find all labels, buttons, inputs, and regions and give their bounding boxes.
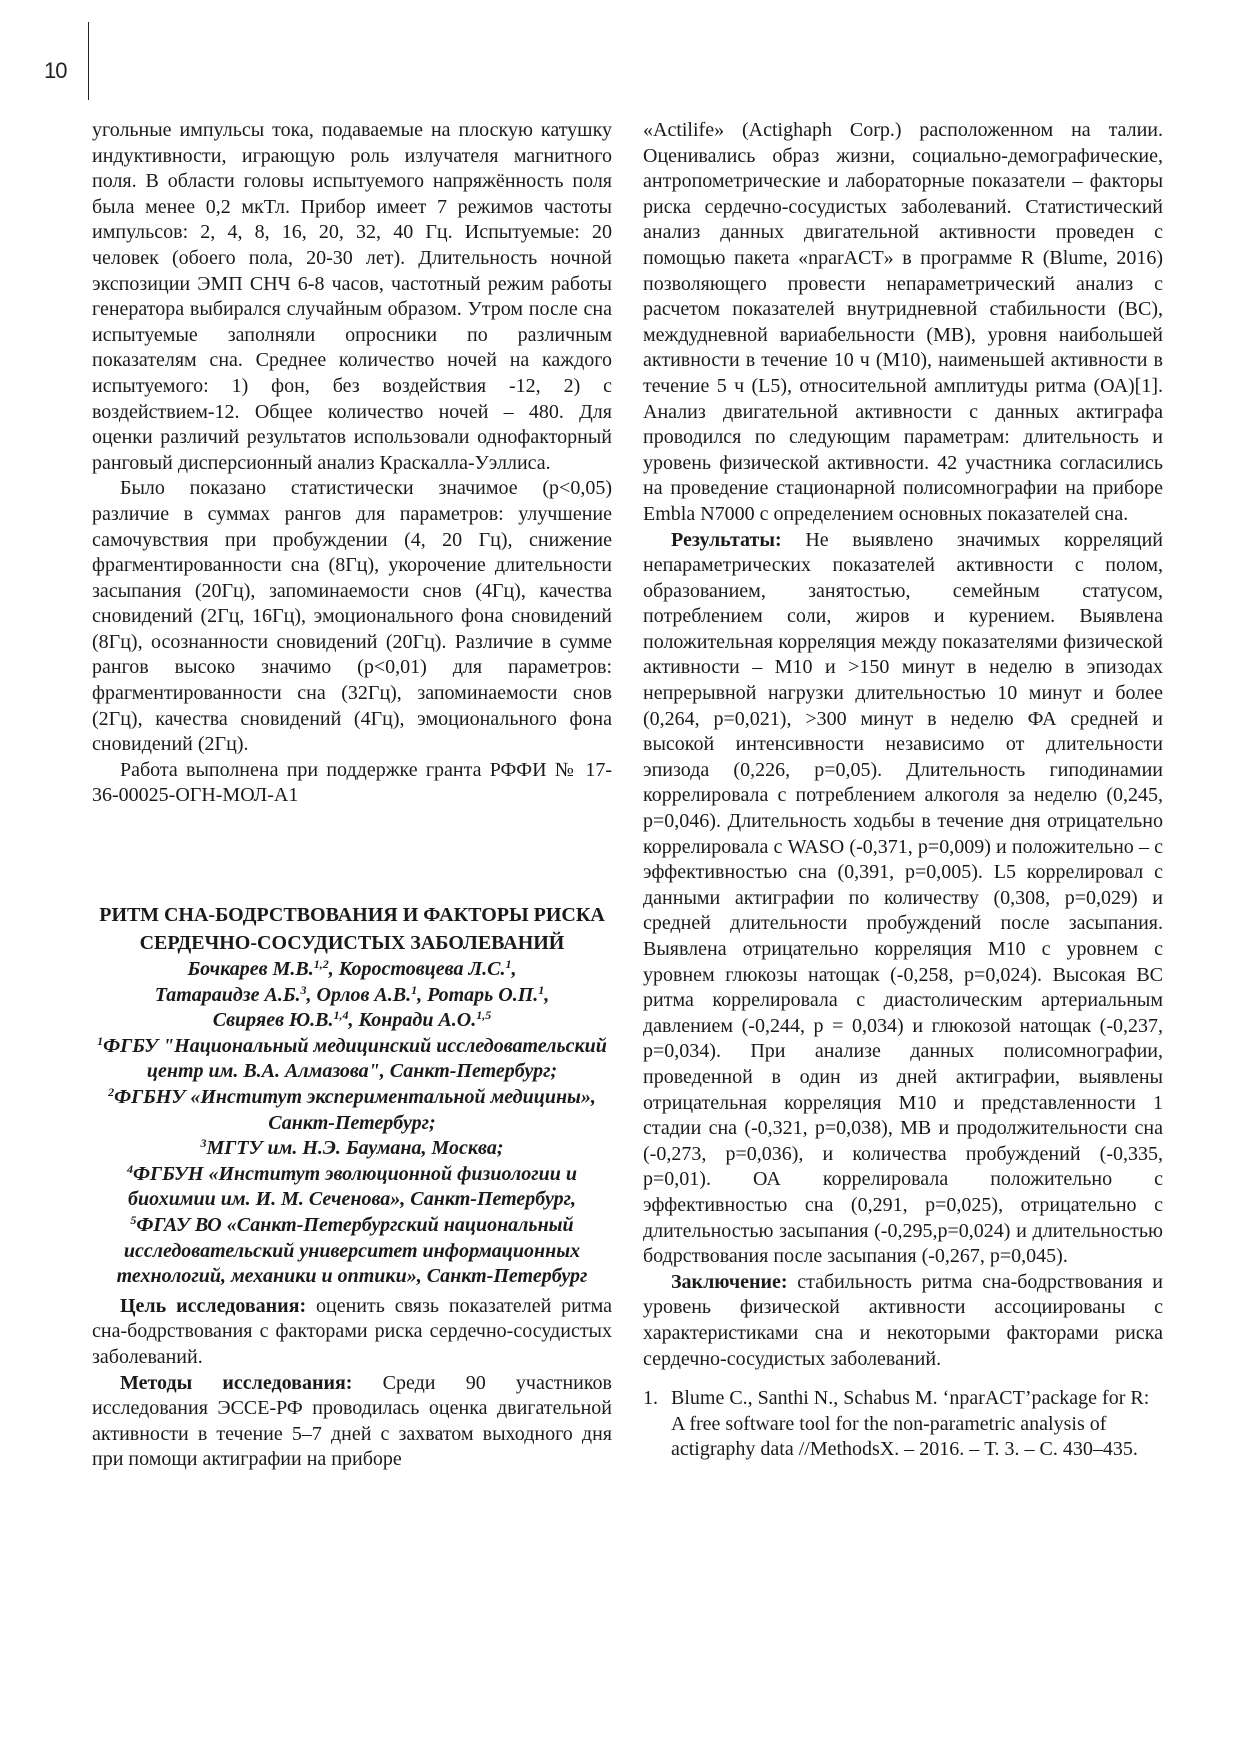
author: Коростовцева Л.С.$^1$, xyxy=(338,957,517,981)
article-title: РИТМ СНА-БОДРСТВОВАНИЯ И ФАКТОРЫ РИСКА СЕРДЕЧНО-СОСУДИСТЫХ ЗАБОЛЕВАНИЙ xyxy=(99,904,605,955)
right-column xyxy=(643,118,1163,1463)
body-paragraph: угольные импульсы тока, подаваемые на плоскую катушку индуктивности, играющую роль излучателя магнитного поля. В области головы испытуемого напряжённость поля была менее 0,2 мкТл. Прибор имеет 7 режимов частоты импульсов: 2, 4, 8, 16, 20, 32, 40 Гц. Испытуемые: 20 человек (обоего пола, 20-30 лет). Длительность ночной экспозиции ЭМП СНЧ 6-8 часов, частотный режим работы генератора выбирался случайным образом. Утром после сна испытуемые заполняли опросники по различным показателям сна. Среднее количество ночей на каждого испытуемого: 1) фон, без воздействия -12, 2) с воздействием-12. Общее количество ночей – 480. Для оценки различий результатов использовали однофакторный ранговый дисперсионный анализ Краскалла-Уэллиса. xyxy=(92,119,612,474)
results-paragraph: Результаты: Не выявлено значимых корреляций непараметрических показателей активности с полом, образованием, занятостью, семейным статусом, потреблением соли, жиров и курением. Выявлена положительная корреляция между показателями физической активности – М10 и >150 минут в неделю в эпизодах непрерывной нагрузки длительностью 10 минут и более (0,264, p=0,021), >300 минут в неделю ФА средней и высокой интенсивности независимо от длительности эпизода (0,226, p=0,05). Длительность гиподинамии коррелировала с потреблением алкоголя за неделю (0,245, p=0,046). Длительность ходьбы в течение дня отрицательно коррелировала с WASO (-0,371, p=0,009) и положительно – с эффективностью сна (0,391, p=0,005). L5 коррелировал с данными актиграфии по количеству (0,308, p=0,029) и средней длительности пробуждений после засыпания. Выявлена отрицательно корреляция М10 с уровнем с уровнем глюкозы натощак (-0,258, p=0,024). Высокая ВС ритма коррелировала с диастолическим артериальным давлением (-0,244, p = 0,034) и глюкозой натощак (-0,237, p=0,034). При анализе данных полисомнографии, проведенной в один из дней актиграфии, выявлены отрицательная корреляция М10 и представленности 1 стадии сна (-0,321, p=0,038), МВ и продолжительности сна (-0,273, p=0,036), и количества пробуждений (-0,335, p=0,01). ОА коррелировала положительно с эффективностью сна (0,291, p=0,025), отрицательно с длительностью засыпания (-0,295,p=0,024) и длительностью бодрствования после засыпания (-0,267, p=0,045). xyxy=(643,528,1163,1268)
header-divider xyxy=(88,22,89,100)
author: Бочкарев М.В.$^{1,2}$, xyxy=(187,957,339,981)
left-column xyxy=(92,118,612,1473)
author: Татараидзе А.Б.$^3$, xyxy=(154,982,317,1006)
affiliation-list xyxy=(92,1034,612,1290)
author: Орлов А.В.$^1$, xyxy=(316,982,428,1006)
reference-number: 1. xyxy=(643,1387,658,1410)
page-number: 10 xyxy=(44,58,67,83)
acknowledgement: Работа выполнена при поддержке гранта РФФИ № 17-36-00025-ОГН-МОЛ-А1 xyxy=(92,758,612,807)
author: Ротарь О.П.$^1$, xyxy=(427,982,550,1006)
methods-paragraph: Методы исследования: Среди 90 участников исследования ЭССЕ-РФ проводилась оценка двигательной активности в течение 5–7 дней с захватом выходного дня при помощи актиграфии на приборе xyxy=(92,1371,613,1471)
conclusion-paragraph: Заключение: стабильность ритма сна-бодрствования и уровень физической активности ассоциированы с характеристиками сна и некоторыми факторами риска сердечно-сосудистых заболеваний. xyxy=(643,1270,1163,1370)
body-paragraph: Было показано статистически значимое (p<0,05) различие в суммах рангов для параметров: улучшение самочувствия при пробуждении (4, 20 Гц), снижение фрагментированности сна (8Гц), укорочение длительности засыпания (20Гц), запоминаемости снов (4Гц), качества сновидений (2Гц, 16Гц), эмоционального фона сновидений (8Гц), осознанности сновидений (20Гц). Различие в сумме рангов высоко значимо (p<0,01) для параметров: фрагментированности сна (32Гц), запоминаемости снов (2Гц), качества сновидений (4Гц), эмоционального фона сновидений (2Гц). xyxy=(92,477,612,756)
methods-continued: «Actilife» (Actighaph Corp.) расположенном на талии. Оценивались образ жизни, социально-демографические, антропометрические и лабораторные показатели – факторы риска сердечно-сосудистых заболеваний. Статистический анализ данных двигательной активности проведен с помощью пакета «nparACT» в программе R (Blume, 2016) позволяющего провести непараметрический анализ с расчетом показателей внутридневной стабильности (ВС), междудневной вариабельности (МВ), уровня наибольшей активности в течение 10 ч (М10), наименьшей активности в течение 5 ч (L5), относительной амплитуды ритма (ОА)[1]. Анализ двигательной активности с данных актиграфа проводился по следующим параметрам: длительность и уровень физической активности. 42 участника согласились на проведение стационарной полисомнографии на приборе Embla N7000 с определением основных показателей сна. xyxy=(643,119,1163,525)
author: Свиряев Ю.В.$^{1,4}$, xyxy=(212,1008,359,1032)
affiliation: $^1$ФГБУ "Национальный медицинский исследовательский центр им. В.А. Алмазова", Санкт-Петербург; xyxy=(97,1033,607,1083)
reference-text: Blume C., Santhi N., Schabus M. ‘nparACT’package for R: A free software tool for the non-parametric analysis of actigraphy data //MethodsX. – 2016. – Т. 3. – С. 430–435. xyxy=(671,1387,1150,1461)
affiliation: $^3$МГТУ им. Н.Э. Баумана, Москва; xyxy=(200,1136,504,1160)
affiliation: $^4$ФГБУН «Институт эволюционной физиологии и биохимии им. И. М. Сеченова», Санкт-Петербург, xyxy=(127,1161,577,1211)
author: Конради А.О.$^{1,5}$ xyxy=(358,1008,492,1032)
reference-item xyxy=(643,1386,1163,1463)
aim-paragraph: Цель исследования: оценить связь показателей ритма сна-бодрствования с факторами риска сердечно-сосудистых заболеваний. xyxy=(92,1294,612,1368)
author-list xyxy=(92,957,612,1034)
affiliation: $^2$ФГБНУ «Институт экспериментальной медицины», Санкт-Петербург; xyxy=(108,1085,596,1134)
affiliation: $^5$ФГАУ ВО «Санкт-Петербургский национальный исследовательский университет информационных технологий, механики и оптики», Санкт-Петербург xyxy=(116,1212,588,1288)
